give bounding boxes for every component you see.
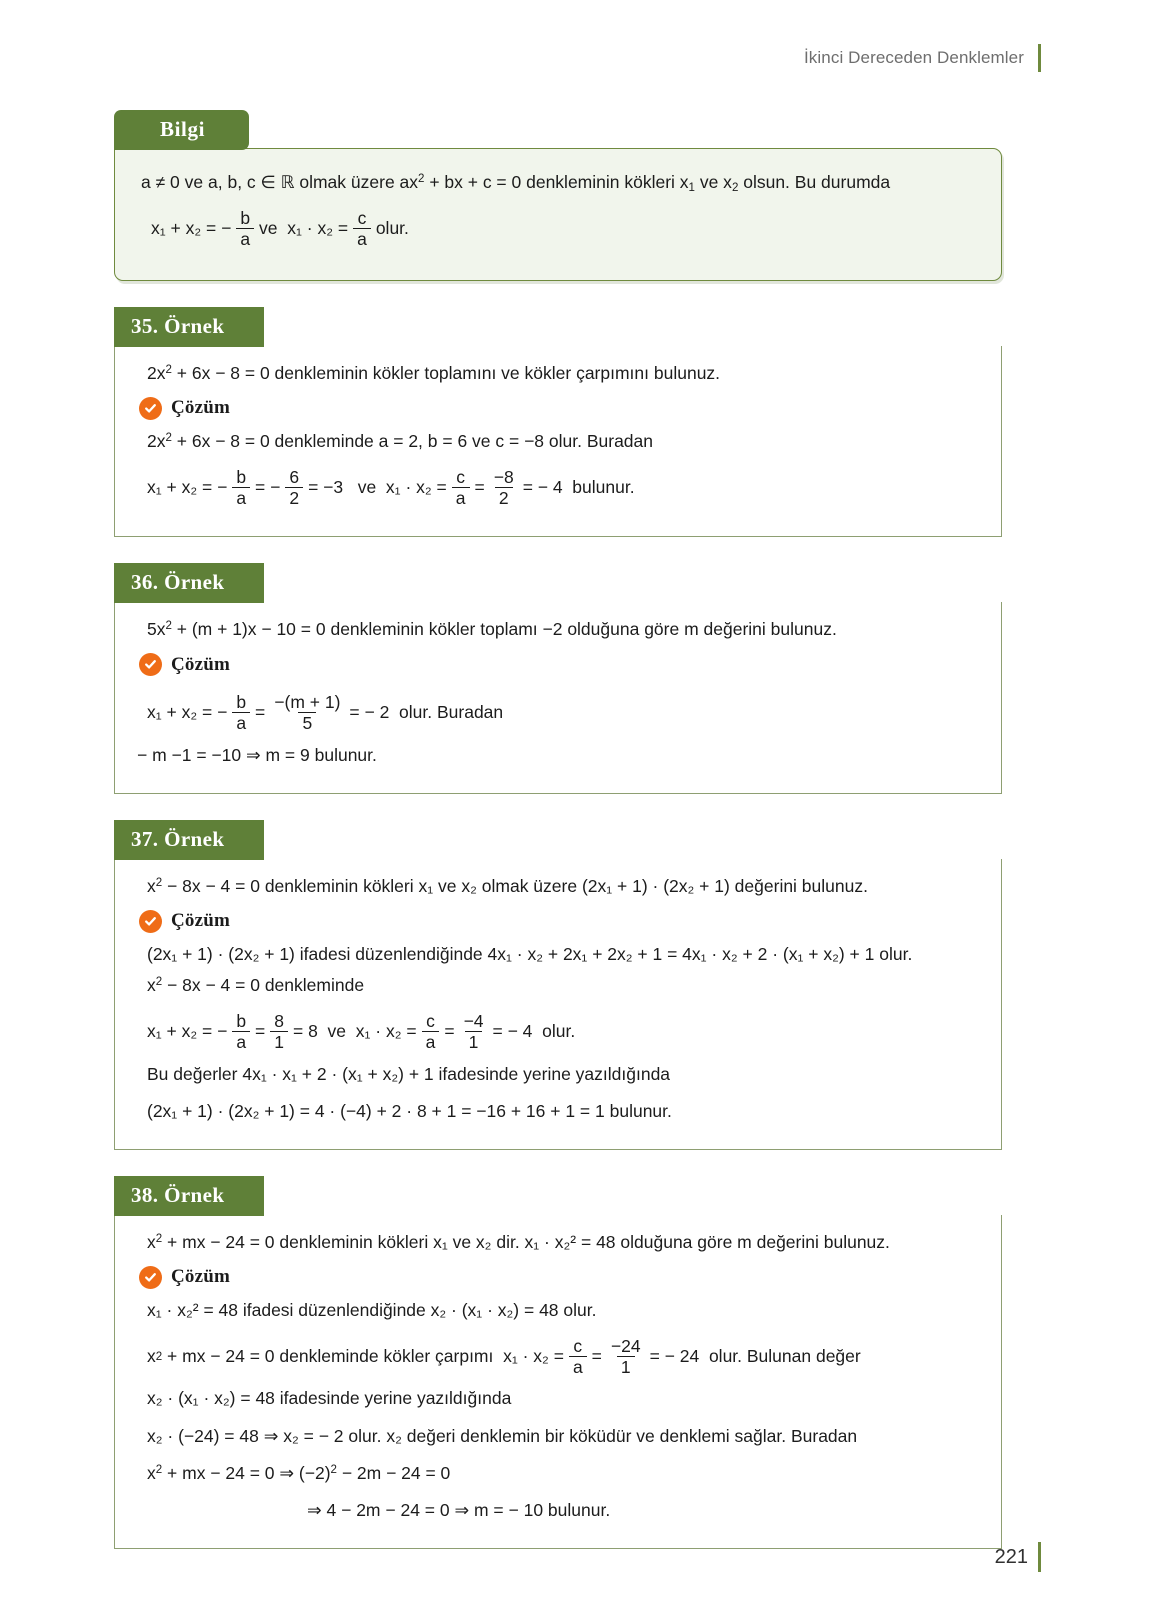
example-heading-37: 37. Örnek xyxy=(114,820,264,860)
example-question-37: $x^2 - 8x - 4 = 0$ denkleminin kökleri x₁ ve x₂ olmak üzere (2x₁ + 1) · (2x₂ + 1) değerini bulunuz. xyxy=(147,875,868,896)
subscript: 2 xyxy=(731,182,739,195)
exponent: 2 xyxy=(155,1232,163,1245)
info-box-body xyxy=(114,148,1002,281)
solution-label-37 xyxy=(139,910,979,933)
exponent: 2 xyxy=(418,173,425,185)
solution-label-36 xyxy=(139,653,979,676)
fraction-8-over-1: $\frac{8}{1}$ xyxy=(270,1012,288,1051)
example-solution-line-37-2: $x^2 - 8x - 4 = 0$ denkleminde xyxy=(147,975,365,995)
exponent: 2 xyxy=(155,1463,163,1476)
example-solution-line-38-5: ⇒ 4 − 2m − 24 = 0 ⇒ m = − 10 bulunur. xyxy=(307,1499,611,1520)
solution-label-35 xyxy=(139,397,979,420)
exponent: 2 xyxy=(155,876,163,889)
example-formula-37: x₁ + x₂ = − $\frac{b}{a}$ = $\frac{8}{1}$ = 8 ve x₁ · x₂ = $\frac{c}{a}$ = $\frac{-4}{1}$ = − 4 olur. xyxy=(147,1011,576,1053)
fraction-c-over-a: $\frac{c}{a}$ xyxy=(569,1337,587,1376)
example-solution-line-38-3: x₂ · (−24) = 48 ⇒ x₂ = − 2 olur. x₂ değeri denklemin bir köküdür ve denklemi sağlar. Buradan xyxy=(147,1425,858,1446)
example-formula-35: x₁ + x₂ = − $\frac{b}{a}$ = − $\frac{6}{2}$ = −3 ve x₁ · x₂ = $\frac{c}{a}$ = $\frac{-8}{2}$ = − 4 bulunur. xyxy=(147,466,635,508)
exponent: 2 xyxy=(165,431,172,444)
subscript: 1 xyxy=(688,182,695,195)
example-heading-38: 38. Örnek xyxy=(114,1176,264,1216)
solution-label-38 xyxy=(139,1266,979,1289)
info-box-formula: x₁ + x₂ = − $\frac{b}{a}$ ve x₁ · x₂ = $\frac{c}{a}$ olur. xyxy=(151,208,409,250)
example-formula-38: x 2 + mx − 24 = 0 denkleminde kökler çarpımı x₁ · x₂ = $\frac{c}{a}$ = $\frac{-24}{1}$ = − 24 olur. Bulunan değer xyxy=(147,1336,861,1378)
check-circle-icon xyxy=(139,910,162,933)
example-body-37 xyxy=(114,859,1002,1150)
example-solution-line-35-1: $2x^2 + 6x - 8 = 0$ denkleminde a = 2, b = 6 ve c = −8 olur. Buradan xyxy=(147,430,654,451)
example-body-35 xyxy=(114,346,1002,538)
fraction-minus-m-plus-1-over-5: $\frac{-(m + 1)}{5}$ xyxy=(274,692,341,734)
page-content xyxy=(114,110,1002,1575)
fraction-minus24-over-1: $\frac{-24}{1}$ xyxy=(610,1336,641,1378)
example-block-38 xyxy=(114,1176,1002,1549)
example-solution-line-38-4: $x^2$ + mx − 24 = 0 ⇒ $(-2)^2 - 2m - 24 = 0$ xyxy=(147,1462,451,1483)
solution-label-text: Çözüm xyxy=(171,910,231,932)
fraction-c-over-a: $\frac{c}{a}$ xyxy=(422,1012,440,1051)
running-head-title: İkinci Dereceden Denklemler xyxy=(803,48,1024,67)
example-solution-line-37-4: (2x₁ + 1) · (2x₂ + 1) = 4 · (−4) + 2 · 8 + 1 = −16 + 16 + 1 = 1 bulunur. xyxy=(147,1100,672,1121)
example-formula-36: x₁ + x₂ = − $\frac{b}{a}$ = $\frac{-(m + 1)}{5}$ = − 2 olur. Buradan xyxy=(147,692,504,734)
running-head xyxy=(804,44,1041,72)
info-box xyxy=(114,110,1002,281)
page-footer xyxy=(995,1542,1041,1572)
exponent: 2 xyxy=(330,1463,337,1476)
example-block-37 xyxy=(114,820,1002,1150)
example-heading-36: 36. Örnek xyxy=(114,563,264,603)
example-question-38: $x^2$ + mx − 24 = 0 denkleminin kökleri x₁ ve x₂ dir. x₁ · x₂² = 48 olduğuna göre m değerini bulunuz. xyxy=(147,1231,890,1252)
example-heading-35: 35. Örnek xyxy=(114,307,264,347)
running-head-rule xyxy=(1038,44,1041,72)
example-solution-line-37-3: Bu değerler 4x₁ · x₁ + 2 · (x₁ + x₂) + 1 ifadesinde yerine yazıldığında xyxy=(147,1063,671,1084)
info-box-statement: a ≠ 0 ve a, b, c ∈ ℝ olmak üzere $ax^2$ + bx + c = 0 denkleminin kökleri $x_1$ ve $x_2$ olsun. Bu durumda xyxy=(141,172,891,195)
check-circle-icon xyxy=(139,397,162,420)
example-solution-line-37-1: (2x₁ + 1) · (2x₂ + 1) ifadesi düzenlendiğinde 4x₁ · x₂ + 2x₁ + 2x₂ + 1 = 4x₁ · x₂ + 2 · (x₁ + x₂) + 1 olur. xyxy=(147,943,913,964)
fraction-minus4-over-1: $\frac{-4}{1}$ xyxy=(463,1011,484,1053)
page-footer-rule xyxy=(1038,1542,1041,1572)
example-block-35 xyxy=(114,307,1002,538)
solution-label-text: Çözüm xyxy=(171,397,231,419)
example-body-38 xyxy=(114,1215,1002,1549)
solution-label-text: Çözüm xyxy=(171,653,231,675)
solution-label-text: Çözüm xyxy=(171,1266,231,1288)
check-circle-icon xyxy=(139,653,162,676)
check-circle-icon xyxy=(139,1266,162,1289)
fraction-c-over-a: $\frac{c}{a}$ xyxy=(353,209,371,248)
exponent: 2 xyxy=(165,363,172,376)
exponent: 2 xyxy=(155,976,163,988)
fraction-6-over-2: $\frac{6}{2}$ xyxy=(285,468,303,507)
example-solution-line-38-2: x₂ · (x₁ · x₂) = 48 ifadesinde yerine yazıldığında xyxy=(147,1388,512,1409)
page-number: 221 xyxy=(994,1545,1028,1568)
example-body-36 xyxy=(114,602,1002,794)
fraction-b-over-a: $\frac{b}{a}$ xyxy=(232,468,250,507)
fraction-b-over-a: $\frac{b}{a}$ xyxy=(232,693,250,732)
info-box-tab-label: Bilgi xyxy=(114,110,249,150)
example-solution-line-38-1: x₁ · x₂² = 48 ifadesi düzenlendiğinde x₂ · (x₁ · x₂) = 48 olur. xyxy=(147,1299,597,1320)
fraction-c-over-a: $\frac{c}{a}$ xyxy=(452,468,470,507)
fraction-minus8-over-2: $\frac{-8}{2}$ xyxy=(493,466,514,508)
example-solution-line-36-2: − m −1 = −10 ⇒ m = 9 bulunur. xyxy=(137,744,377,765)
fraction-b-over-a: $\frac{b}{a}$ xyxy=(232,1012,250,1051)
exponent: 2 xyxy=(165,620,172,633)
example-question-36: $5x^2 + (m + 1)x - 10 = 0$ denkleminin kökler toplamı −2 olduğuna göre m değerini bulunuz. xyxy=(147,619,837,640)
example-block-36 xyxy=(114,563,1002,794)
fraction-b-over-a: $\frac{b}{a}$ xyxy=(236,209,254,248)
example-question-35: $2x^2 + 6x - 8 = 0$ denkleminin kökler toplamını ve kökler çarpımını bulunuz. xyxy=(147,362,721,383)
